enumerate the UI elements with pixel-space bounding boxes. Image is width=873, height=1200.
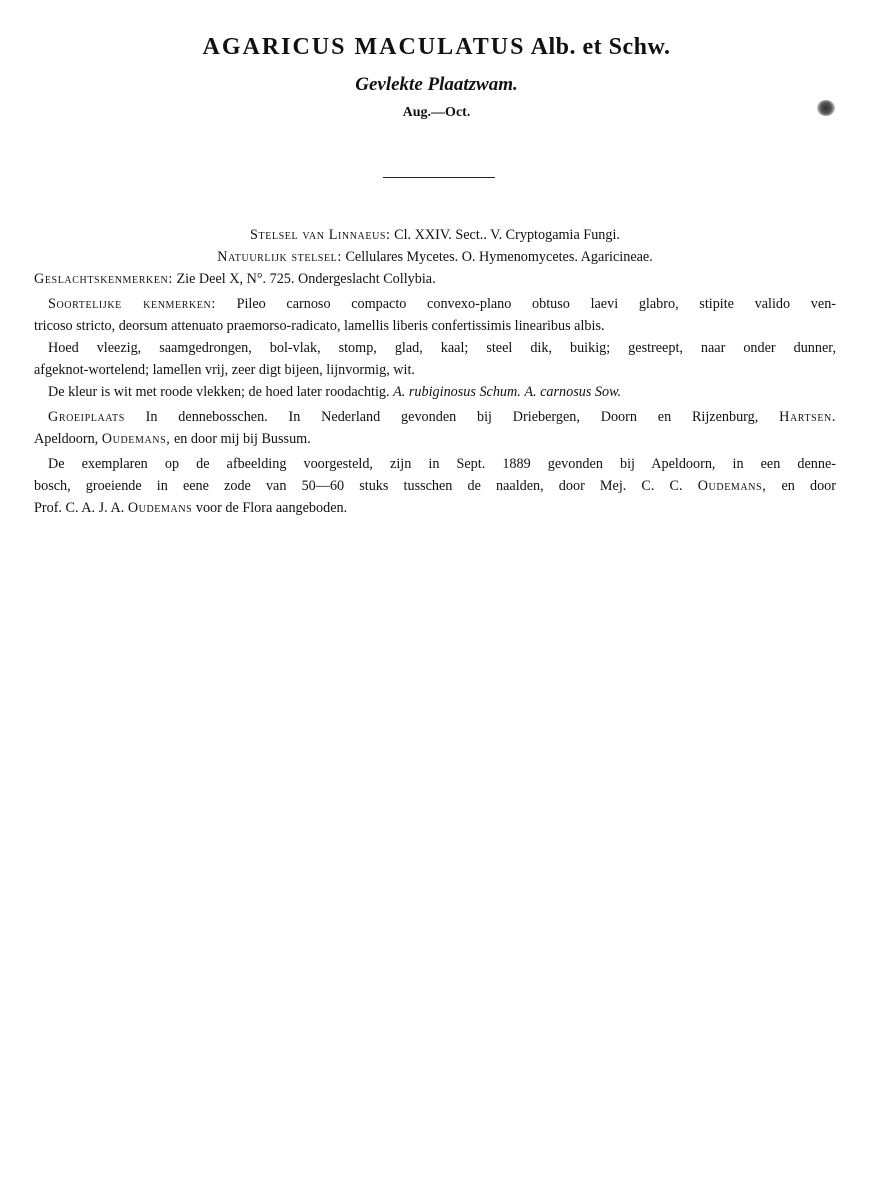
section-label: Geslachtskenmerken: <box>34 271 173 287</box>
section-text: en door mij bij Bussum. <box>173 431 311 447</box>
description-body <box>34 224 836 519</box>
section-label: Natuurlijk stelsel: <box>217 249 342 265</box>
synonym: A. rubiginosus Schum. <box>393 384 521 400</box>
paragraph-line <box>34 293 836 315</box>
section-text: Cl. XXIV. Sect.. V. Cryptogamia Fungi. <box>394 227 620 243</box>
person-name: Oudemans <box>127 500 193 516</box>
groeiplaats <box>34 406 836 450</box>
kleur <box>34 381 836 403</box>
section-text: Prof. C. A. J. A. <box>34 500 125 516</box>
paragraph-line <box>34 475 836 497</box>
person-name: Oudemans, <box>101 431 171 447</box>
section-text: Zie Deel X, N°. 725. Ondergeslacht Collybia. <box>176 271 436 287</box>
paragraph-line: afgeknot-wortelend; lamellen vrij, zeer digt bijeen, lijnvormig, wit. <box>34 362 415 378</box>
species-author: Alb. et Schw. <box>530 34 671 60</box>
natuurlijk-stelsel <box>34 246 836 268</box>
common-name: Gevlekte Plaatzwam. <box>355 74 518 95</box>
section-text: In dennebosschen. In Nederland gevonden bij Driebergen, Doorn en Rijzenburg, <box>145 409 759 425</box>
species-name: AGARICUS MACULATUS <box>202 34 526 60</box>
section-text: De kleur is wit met roode vlekken; de hoed later roodachtig. <box>48 384 390 400</box>
paragraph-line <box>34 406 836 428</box>
synonym: A. carnosus Sow. <box>524 384 622 400</box>
paragraph-line <box>34 428 836 450</box>
paragraph-line: De exemplaren op de afbeelding voorgesteld, zijn in Sept. 1889 gevonden bij Apeldoorn, in een denne- <box>48 456 836 472</box>
section-label: Groeiplaats <box>48 409 125 425</box>
stelsel-linnaeus <box>34 224 836 246</box>
page-title <box>0 34 873 61</box>
section-text: bosch, groeiende in eene zode van 50—60 stuks tusschen de naalden, door Mej. C. C. <box>34 478 683 494</box>
soortelijke-kenmerken <box>34 293 836 337</box>
section-text: Cellulares Mycetes. O. Hymenomycetes. Agaricineae. <box>345 249 653 265</box>
season-range: Aug.—Oct. <box>402 105 471 120</box>
section-text: voor de Flora aangeboden. <box>195 500 348 516</box>
divider-rule <box>383 177 495 178</box>
section-label: Stelsel van Linnaeus: <box>250 227 391 243</box>
paragraph-line: Hoed vleezig, saamgedrongen, bol-vlak, stomp, glad, kaal; steel dik, buikig; gestreept, naar onder dunner, <box>48 340 836 356</box>
paragraph-line <box>34 497 836 519</box>
geslachtskenmerken <box>34 268 836 290</box>
section-label: Soortelijke kenmerken: <box>48 296 216 312</box>
section-text: Pileo carnoso compacto convexo-plano obtuso laevi glabro, stipite valido ven- <box>236 296 837 312</box>
beschrijving <box>34 337 836 381</box>
paragraph-line: tricoso stricto, deorsum attenuato praemorso-radicato, lamellis liberis confertissimis linearibus albis. <box>34 318 605 334</box>
section-text: Apeldoorn, <box>34 431 99 447</box>
section-text: en door <box>781 478 836 494</box>
ink-spot <box>817 100 835 116</box>
person-name: Oudemans, <box>697 478 767 494</box>
person-name: Hartsen. <box>779 409 836 425</box>
exemplaren <box>34 453 836 519</box>
